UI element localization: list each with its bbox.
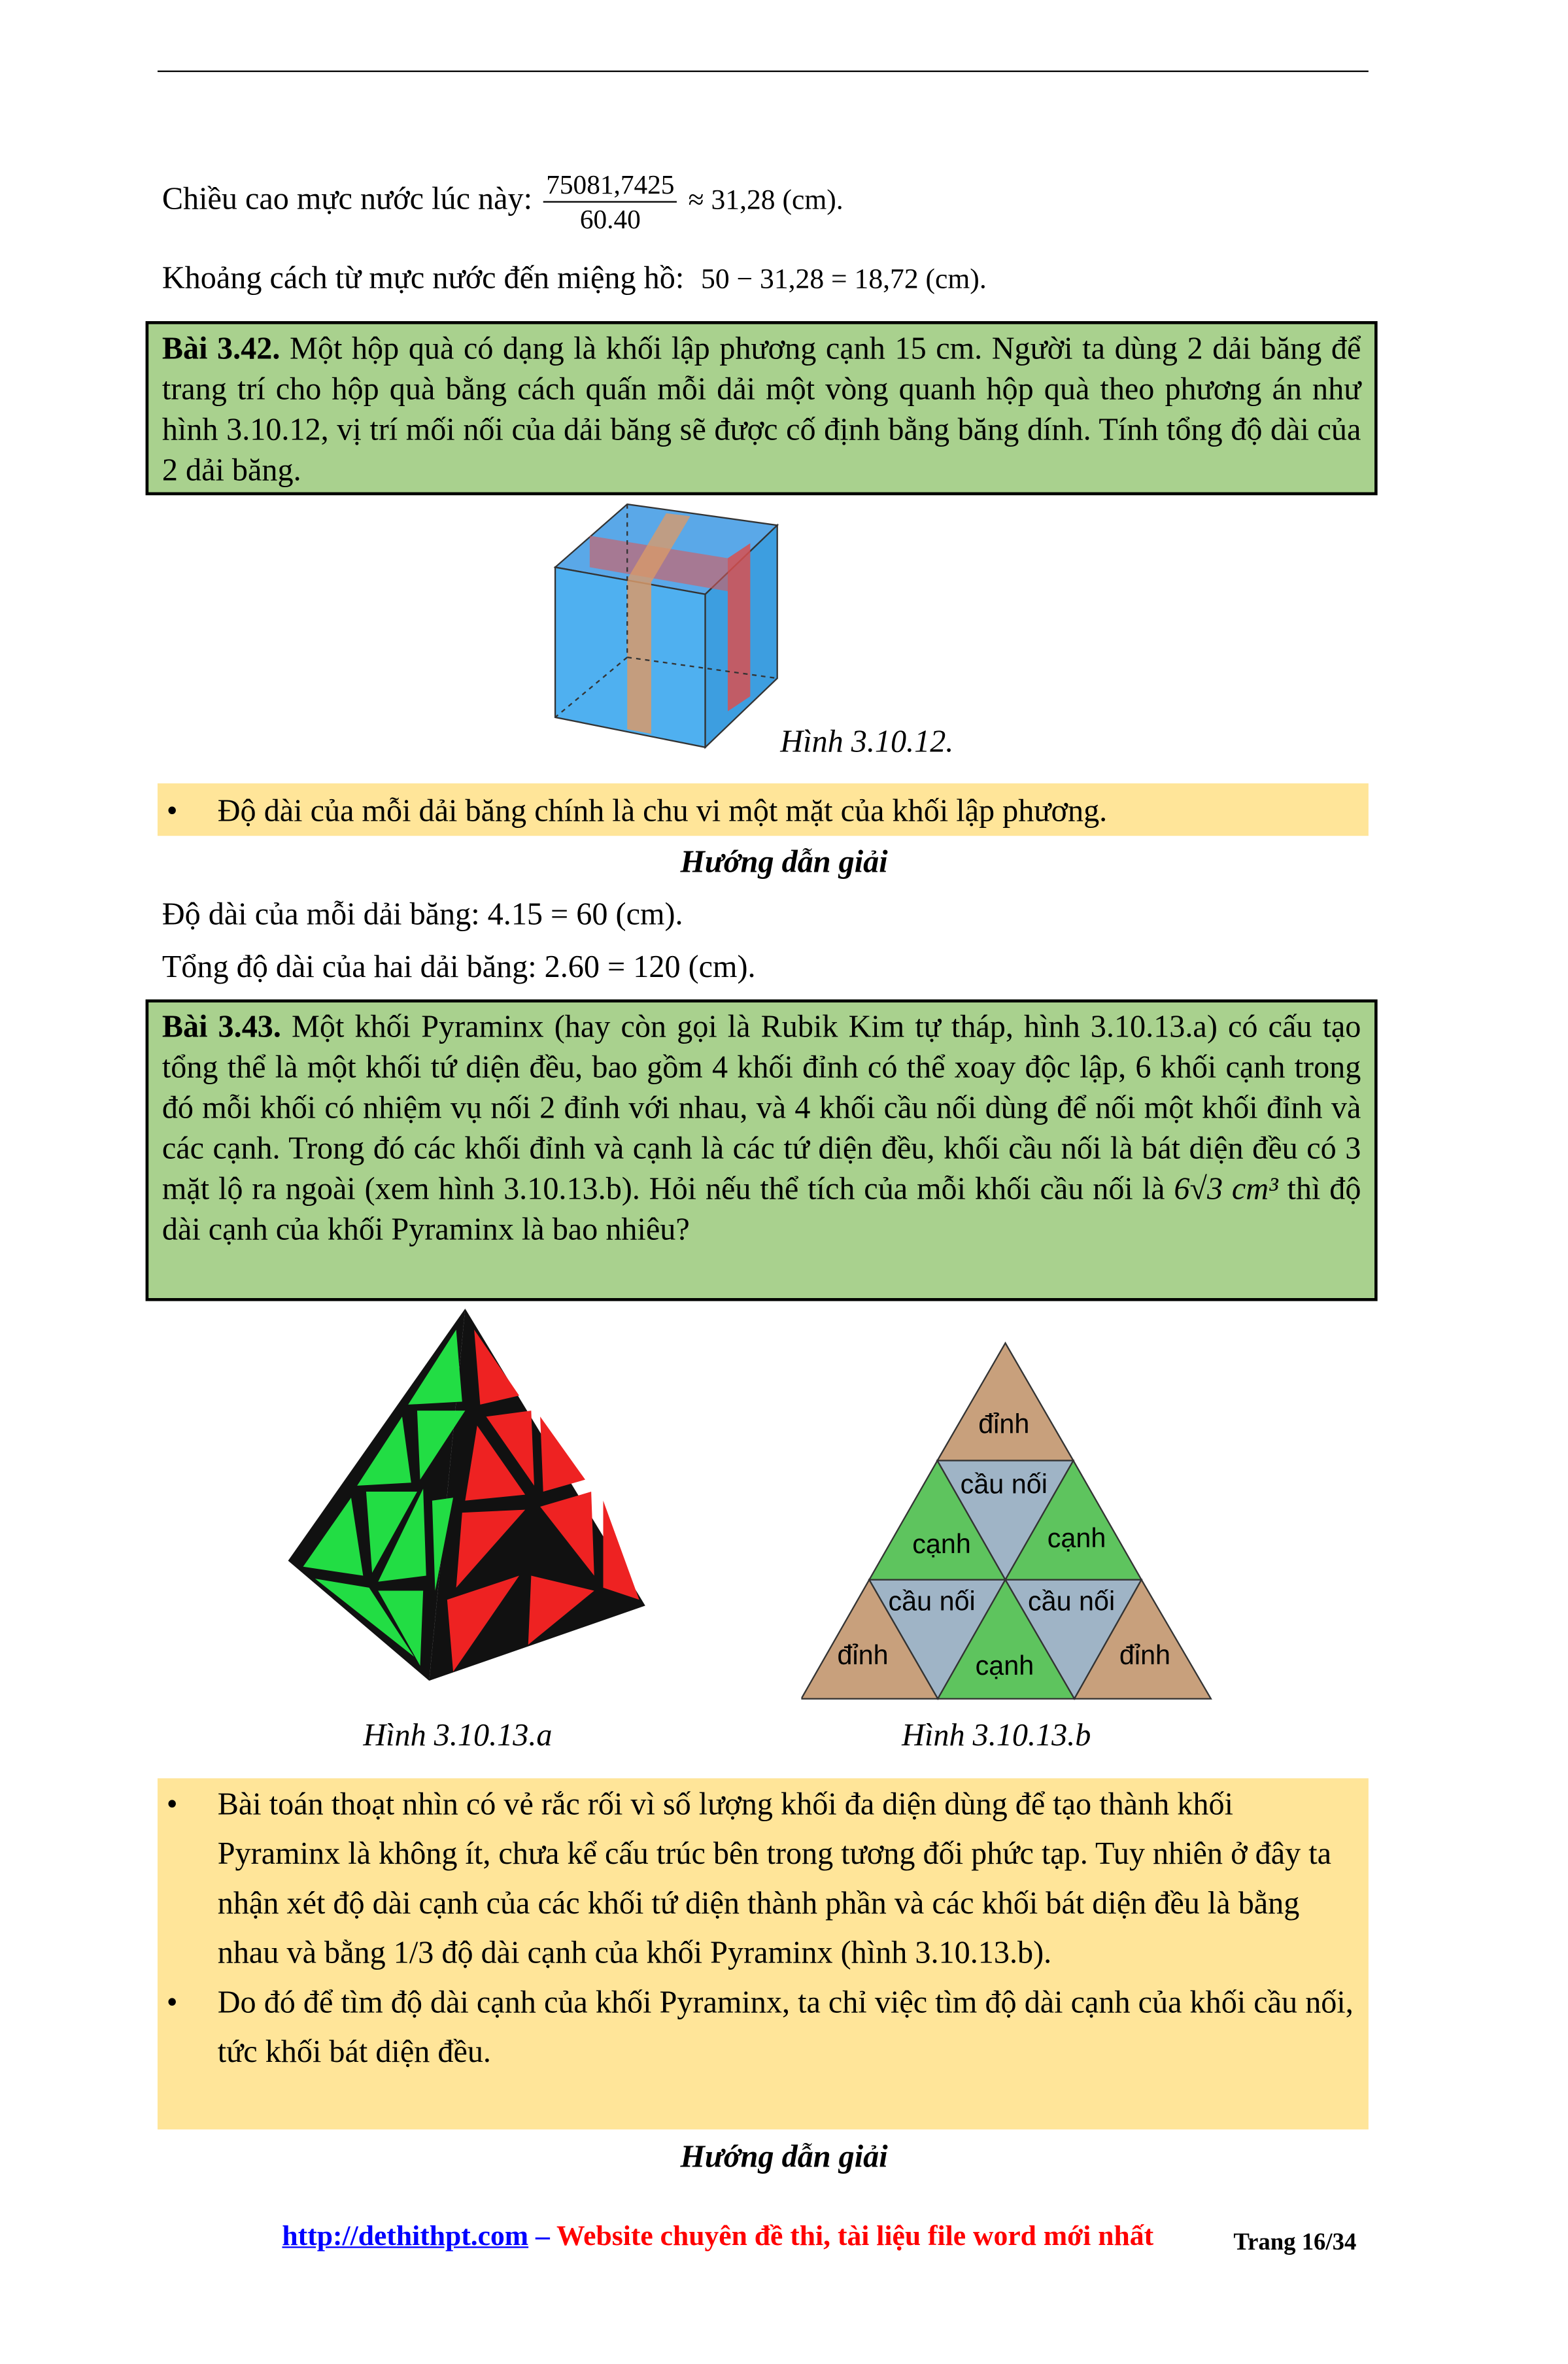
distance-line	[162, 260, 987, 297]
website-link[interactable]: http://dethithpt.com	[282, 2221, 529, 2253]
problem-title: Bài 3.43.	[162, 1008, 281, 1045]
label-dinh: đỉnh	[1119, 1640, 1171, 1671]
vertex-piece	[938, 1343, 1074, 1461]
problem-3-42-box	[146, 321, 1378, 495]
problem-3-43-box	[146, 999, 1378, 1301]
volume-value: 6√3 cm³	[1174, 1170, 1278, 1207]
page-number: Trang 16/34	[1233, 2230, 1357, 2256]
hint-item: • Do đó để tìm độ dài cạnh của khối Pyraminx, ta chỉ việc tìm độ dài cạnh của khối cầu nối, tức khối bát diện đều.	[218, 1978, 1354, 2077]
water-height-line	[162, 168, 844, 235]
result: ≈ 31,28 (cm).	[688, 184, 844, 217]
label-canh: cạnh	[912, 1529, 971, 1560]
figure-caption: Hình 3.10.12.	[780, 723, 954, 760]
label-cau-noi: cầu nối	[1027, 1586, 1116, 1617]
hint-box	[158, 783, 1369, 836]
hint-item: • Độ dài của mỗi dải băng chính là chu vi một mặt của khối lập phương.	[218, 786, 1354, 836]
footer-tagline: Website chuyên đề thi, tài liệu file word mới nhất	[556, 2221, 1154, 2253]
header-rule	[158, 71, 1369, 72]
numerator: 75081,7425	[543, 168, 677, 203]
hint-box	[158, 1778, 1369, 2129]
hint-item: • Bài toán thoạt nhìn có vẻ rắc rối vì số lượng khối đa diện dùng để tạo thành khối Pyraminx là không ít, chưa kể cấu trúc bên trong tương đối phức tạp. Tuy nhiên ở đây ta nhận xét độ dài cạnh của các khối tứ diện thành phần và các khối bát diện đều là bằng nhau và bằng 1/3 độ dài cạnh của khối Pyraminx (hình 3.10.13.b).	[218, 1780, 1354, 1978]
footer	[282, 2221, 1153, 2253]
gift-cube-figure	[552, 501, 780, 750]
problem-text-end: thì độ dài cạnh của khối Pyraminx là bao nhiêu?	[162, 1170, 1361, 1247]
line-label: Chiều cao mực nước lúc này:	[162, 180, 533, 217]
problem-title: Bài 3.42.	[162, 330, 281, 366]
label-canh: cạnh	[975, 1651, 1034, 1681]
solution-heading: Hướng dẫn giải	[680, 2138, 888, 2175]
figure-caption-b: Hình 3.10.13.b	[902, 1717, 1091, 1753]
pyraminx-photo	[285, 1305, 655, 1698]
footer-dash: –	[528, 2221, 556, 2253]
problem-text: Một khối Pyraminx (hay còn gọi là Rubik Kim tự tháp, hình 3.10.13.a) có cấu tạo tổng thể là một khối tứ diện đều, bao gồm 4 khối đỉnh có thể xoay độc lập, 6 khối cạnh trong đó mỗi khối có nhiệm vụ nối 2 đỉnh với nhau, và 4 khối cầu nối dùng để nối một khối đỉnh và các cạnh. Trong đó các khối đỉnh và cạnh là các tứ diện đều, khối cầu nối là bát diện đều có 3 mặt lộ ra ngoài (xem hình 3.10.13.b). Hỏi nếu thể tích của mỗi khối cầu nối là	[162, 1008, 1361, 1207]
expression: 50 − 31,28 = 18,72 (cm).	[701, 264, 987, 296]
solution-line: Độ dài của mỗi dải băng: 4.15 = 60 (cm).	[162, 895, 683, 933]
solution-line: Tổng độ dài của hai dải băng: 2.60 = 120 (cm).	[162, 948, 756, 985]
label-canh: cạnh	[1047, 1523, 1106, 1554]
fraction	[543, 168, 677, 235]
label-cau-noi: cầu nối	[960, 1469, 1048, 1499]
problem-text: Một hộp quà có dạng là khối lập phương cạnh 15 cm. Người ta dùng 2 dải băng để trang trí cho hộp quà bằng cách quấn mỗi dải một vòng quanh hộp quà theo phương án như hình 3.10.12, vị trí mối nối của dải băng sẽ được cố định bằng băng dính. Tính tổng độ dài của 2 dải băng.	[162, 330, 1361, 488]
solution-heading: Hướng dẫn giải	[680, 843, 888, 880]
denominator: 60.40	[579, 204, 641, 234]
figure-caption-a: Hình 3.10.13.a	[363, 1717, 553, 1753]
label-dinh: đỉnh	[978, 1409, 1030, 1439]
line-label: Khoảng cách từ mực nước đến miệng hồ:	[162, 260, 685, 296]
label-dinh: đỉnh	[837, 1640, 889, 1671]
label-cau-noi: cầu nối	[888, 1586, 976, 1617]
